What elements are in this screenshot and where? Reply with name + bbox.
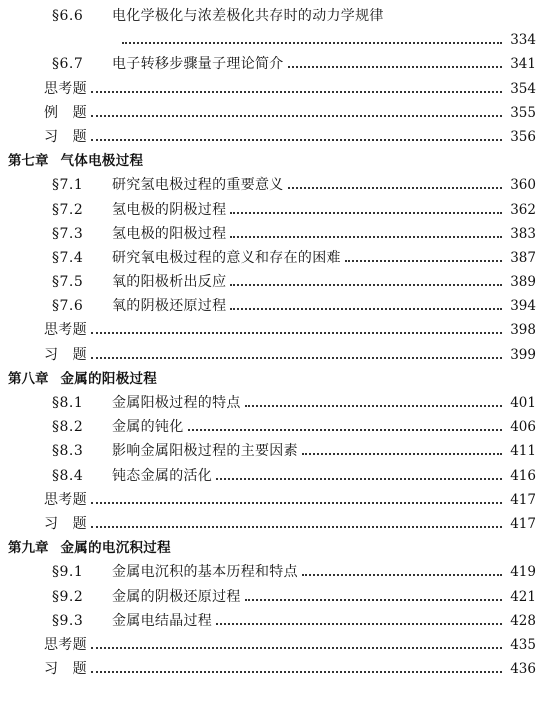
entry-title: 例 题 <box>44 104 87 121</box>
dot-leader <box>91 139 502 141</box>
section-number: §8.4 <box>52 467 84 484</box>
toc-section-entry <box>8 198 536 222</box>
page-number: 436 <box>510 661 536 678</box>
dot-leader <box>91 647 502 649</box>
entry-title: 金属阳极过程的特点 <box>112 395 241 411</box>
toc-misc-entry <box>8 657 536 681</box>
toc-misc-entry <box>8 488 536 512</box>
section-number: §8.1 <box>52 395 84 411</box>
section-number: §8.3 <box>52 443 84 460</box>
dot-leader <box>345 260 502 262</box>
toc-section-entry <box>8 609 536 633</box>
entry-title: 习 题 <box>44 346 87 363</box>
entry-title: 金属的阴极还原过程 <box>112 588 241 605</box>
toc-section-entry <box>8 270 536 294</box>
toc-section-entry <box>8 560 536 584</box>
entry-title: 思考题 <box>44 636 87 653</box>
page-number: 411 <box>510 443 536 460</box>
entry-title: 习 题 <box>44 661 87 678</box>
section-number: §9.1 <box>52 564 84 581</box>
toc-section-entry <box>8 415 536 439</box>
toc-misc-entry <box>8 101 536 125</box>
page-number: 387 <box>510 249 536 266</box>
section-number: §7.3 <box>52 225 84 242</box>
page-number: 383 <box>510 225 536 242</box>
toc-section-entry <box>8 222 536 246</box>
page-number: 406 <box>510 419 536 436</box>
dot-leader <box>302 453 502 455</box>
chapter-title: 金属的电沉积过程 <box>60 540 171 557</box>
toc-section-entry <box>8 294 536 318</box>
entry-title: 思考题 <box>44 80 87 97</box>
page-number: 398 <box>510 322 536 339</box>
entry-title: 思考题 <box>44 491 87 508</box>
page-number: 360 <box>510 177 536 194</box>
toc-misc-entry <box>8 318 536 342</box>
section-number: §6.6 <box>52 8 84 24</box>
entry-title: 电子转移步骤量子理论简介 <box>112 56 284 73</box>
toc-section-entry <box>8 246 536 270</box>
table-of-contents <box>8 4 536 681</box>
dot-leader <box>230 284 502 286</box>
dot-leader <box>230 308 502 310</box>
dot-leader <box>188 429 503 431</box>
section-number: §9.3 <box>52 612 84 629</box>
page-number: 394 <box>510 298 536 315</box>
page-number: 356 <box>510 128 536 145</box>
page-number: 399 <box>510 346 536 363</box>
section-number: §7.5 <box>52 274 84 291</box>
dot-leader <box>216 623 502 625</box>
section-number: §7.2 <box>52 201 84 218</box>
entry-title: 氧的阳极析出反应 <box>112 274 227 291</box>
entry-title: 金属电沉积的基本历程和特点 <box>112 564 298 581</box>
dot-leader <box>245 599 502 601</box>
section-number: §7.1 <box>52 177 84 194</box>
page-number: 341 <box>510 56 536 73</box>
dot-leader <box>302 574 502 576</box>
toc-misc-entry <box>8 125 536 149</box>
entry-title: 氢电极的阳极过程 <box>112 225 227 242</box>
entry-title: 金属的钝化 <box>112 419 184 436</box>
toc-chapter-heading <box>8 536 536 560</box>
page-number: 362 <box>510 201 536 218</box>
page-number: 417 <box>510 491 536 508</box>
entry-title: 研究氧电极过程的意义和存在的困难 <box>112 249 341 266</box>
dot-leader <box>91 671 502 673</box>
section-number: §8.2 <box>52 419 84 436</box>
toc-entry-continuation <box>8 28 536 52</box>
toc-chapter-heading <box>8 367 536 391</box>
entry-title: 思考题 <box>44 322 87 339</box>
page-number: 355 <box>510 104 536 121</box>
page-number: 354 <box>510 80 536 97</box>
dot-leader <box>91 115 502 117</box>
dot-leader <box>230 236 502 238</box>
toc-section-entry <box>8 439 536 463</box>
section-number: §6.7 <box>52 56 84 73</box>
toc-misc-entry <box>8 343 536 367</box>
toc-section-entry <box>8 464 536 488</box>
dot-leader <box>91 332 502 334</box>
chapter-number: 第八章 <box>8 370 49 387</box>
dot-leader <box>230 212 502 214</box>
entry-title: 习 题 <box>44 128 87 145</box>
dot-leader <box>288 187 502 189</box>
section-number: §7.4 <box>52 249 84 266</box>
entry-title: 电化学极化与浓差极化共存时的动力学规律 <box>112 8 384 24</box>
entry-title: 钝态金属的活化 <box>112 467 213 484</box>
dot-leader <box>91 91 502 93</box>
chapter-title: 气体电极过程 <box>60 153 144 170</box>
toc-section-entry <box>8 52 536 76</box>
page-number: 419 <box>510 564 536 581</box>
dot-leader <box>91 502 502 504</box>
toc-section-entry <box>8 391 536 415</box>
dot-leader <box>91 526 502 528</box>
page-number: 428 <box>510 612 536 629</box>
dot-leader <box>288 66 502 68</box>
entry-title: 研究氢电极过程的重要意义 <box>112 177 284 194</box>
entry-title: 习 题 <box>44 515 87 532</box>
entry-title: 氧的阴极还原过程 <box>112 298 227 315</box>
page-number: 389 <box>510 274 536 291</box>
dot-leader <box>216 478 502 480</box>
page-number: 417 <box>510 515 536 532</box>
section-number: §9.2 <box>52 588 84 605</box>
dot-leader <box>122 42 502 44</box>
toc-section-entry <box>8 173 536 197</box>
page-number: 435 <box>510 636 536 653</box>
dot-leader <box>91 357 502 359</box>
toc-misc-entry <box>8 77 536 101</box>
page-number: 416 <box>510 467 536 484</box>
page-number: 421 <box>510 588 536 605</box>
page-number: 401 <box>510 395 536 411</box>
entry-title: 影响金属阳极过程的主要因素 <box>112 443 298 460</box>
toc-chapter-heading <box>8 149 536 173</box>
entry-title: 氢电极的阴极过程 <box>112 201 227 218</box>
toc-misc-entry <box>8 633 536 657</box>
section-number: §7.6 <box>52 298 84 315</box>
entry-title: 金属电结晶过程 <box>112 612 213 629</box>
chapter-title: 金属的阳极过程 <box>60 370 158 387</box>
toc-section-entry <box>8 4 536 28</box>
toc-misc-entry <box>8 512 536 536</box>
chapter-number: 第九章 <box>8 540 49 557</box>
chapter-number: 第七章 <box>8 153 49 170</box>
dot-leader <box>245 405 502 407</box>
toc-section-entry <box>8 585 536 609</box>
page-number: 334 <box>510 32 536 49</box>
